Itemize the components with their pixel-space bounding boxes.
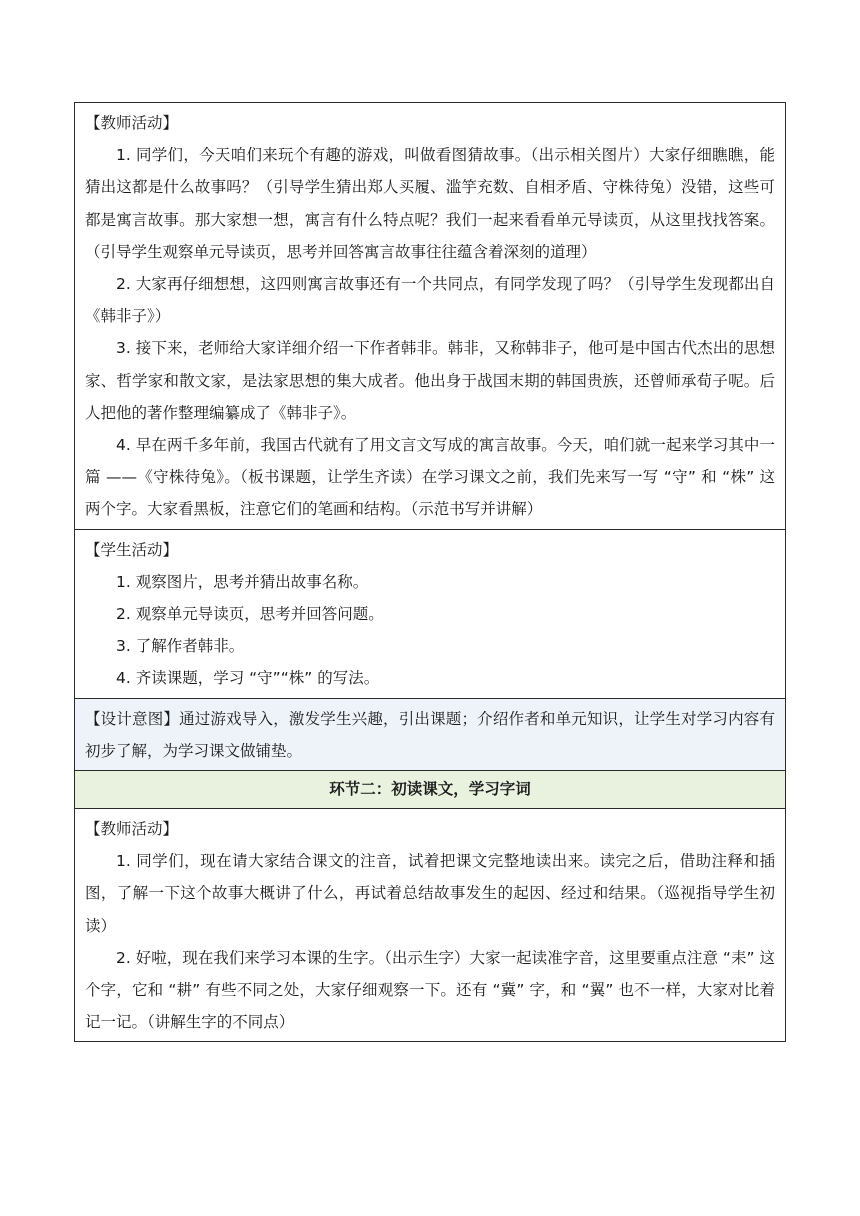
design-intent-row (75, 698, 786, 770)
student-activity-row (75, 529, 786, 698)
teacher-activity-cell (75, 103, 786, 530)
student-activity-cell (75, 529, 786, 698)
teacher-activity-item: 3. 接下来，老师给大家详细介绍一下作者韩非。韩非，又称韩非子，他可是中国古代杰出的思想家、哲学家和散文家，是法家思想的集大成者。他出身于战国末期的韩国贵族，还曾师承荀子呢。后人把他的著作整理编纂成了《韩非子》。 (85, 339, 775, 422)
student-activity-item: 3. 了解作者韩非。 (116, 637, 245, 656)
teacher-activity-2-item: 1. 同学们，现在请大家结合课文的注音，试着把课文完整地读出来。读完之后，借助注释和插图，了解一下这个故事大概讲了什么，再试着总结故事发生的起因、经过和结果。（巡视指导学生初读） (85, 852, 775, 935)
teacher-activity-2-row (75, 809, 786, 1042)
teacher-activity-item: 4. 早在两千多年前，我国古代就有了用文言文写成的寓言故事。今天，咱们就一起来学习其中一篇 ——《守株待兔》。（板书课题，让学生齐读）在学习课文之前，我们先来写一写 “守” 和 “株” 这两个字。大家看黑板，注意它们的笔画和结构。（示范书写并讲解） (85, 436, 775, 519)
teacher-activity-2-item: 2. 好啦，现在我们来学习本课的生字。（出示生字）大家一起读准字音，这里要重点注意 “耒” 这个字，它和 “耕” 有些不同之处，大家仔细观察一下。还有 “冀” 字，和 “翼” 也不一样，大家对比着记一记。（讲解生字的不同点） (85, 948, 775, 1032)
student-activity-item: 2. 观察单元导读页，思考并回答问题。 (116, 605, 384, 624)
teacher-activity-2-heading: 【教师活动】 (85, 820, 179, 839)
student-activity-heading: 【学生活动】 (85, 540, 179, 559)
design-intent-paragraph (85, 703, 775, 767)
section-two-row (75, 771, 786, 809)
teacher-activity-item: 1. 同学们，今天咱们来玩个有趣的游戏，叫做看图猜故事。（出示相关图片）大家仔细瞧瞧，能猜出这都是什么故事吗？（引导学生猜出郑人买履、滥竽充数、自相矛盾、守株待兔）没错，这些可都是寓言故事。那大家想一想，寓言有什么特点呢？我们一起来看看单元导读页，从这里找找答案。（引导学生观察单元导读页，思考并回答寓言故事往往蕴含着深刻的道理） (85, 146, 775, 261)
design-intent-cell (75, 698, 786, 770)
section-two-title: 环节二：初读课文，学习字词 (75, 771, 786, 809)
design-intent-text: 通过游戏导入，激发学生兴趣，引出课题；介绍作者和单元知识，让学生对学习内容有初步了解，为学习课文做铺垫。 (85, 709, 775, 760)
teacher-activity-item: 2. 大家再仔细想想，这四则寓言故事还有一个共同点，有同学发现了吗？（引导学生发现都出自《韩非子》） (85, 275, 775, 326)
design-intent-label: 【设计意图】 (85, 709, 180, 728)
teacher-activity-heading: 【教师活动】 (85, 114, 179, 132)
teacher-activity-2-cell (75, 809, 786, 1042)
lesson-plan-table (74, 102, 786, 1042)
teacher-activity-row (75, 103, 786, 530)
student-activity-item: 1. 观察图片，思考并猜出故事名称。 (116, 572, 369, 591)
student-activity-item: 4. 齐读课题，学习 “守”“株” 的写法。 (116, 669, 380, 688)
